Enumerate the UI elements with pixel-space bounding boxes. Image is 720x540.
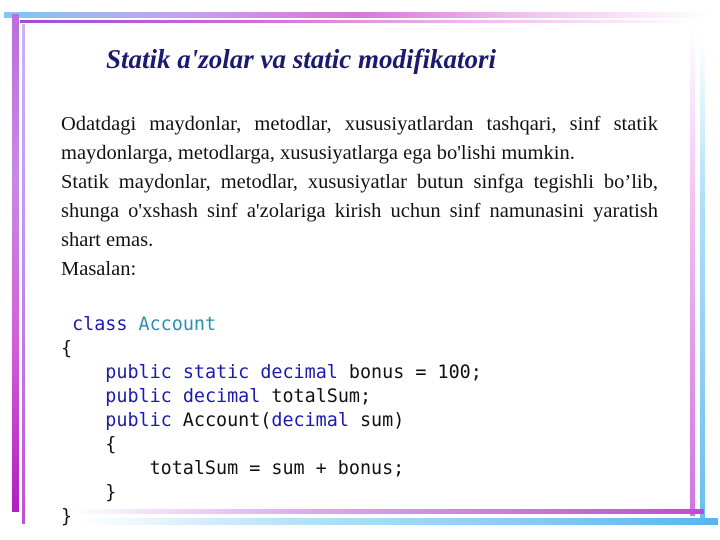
code-line: { [61,434,117,455]
paragraph: Statik maydonlar, metodlar, xususiyatlar butun sinfga tegishli bo’lib, shunga o'xshash sinf a'zolariga kirish uchun sinf namunasini yaratish shart emas. [61,171,658,251]
code-line: totalSum = sum + bonus; [61,458,405,479]
code-keyword: class [72,314,128,335]
code-line [61,313,482,337]
decorative-frame-bar [20,20,700,23]
paragraph: Odatdagi maydonlar, metodlar, xususiyatlardan tashqari, sinf statik maydonlarga, metodlarga, xususiyatlarga ega bo'lishi mumkin. [61,113,658,164]
code-keyword: public [105,362,172,383]
decorative-frame-bar [12,14,19,512]
slide-body [61,110,658,284]
code-keyword: decimal [260,362,338,383]
code-line: { [61,338,73,359]
code-keyword: decimal [182,386,261,407]
code-keyword: public [105,410,172,431]
decorative-frame-bar [700,40,705,520]
code-block [61,313,482,529]
code-line: public static decimal bonus = 100; [105,362,482,383]
code-line: } [61,506,73,527]
decorative-frame-bar [4,12,710,18]
slide-title: Statik a'zolar va static modifikatori [106,44,497,74]
decorative-frame-bar [22,24,25,524]
paragraph: Masalan: [61,258,137,280]
code-keyword: static [182,362,250,383]
code-line: public Account(decimal sum) [105,410,405,431]
code-line: public decimal totalSum; [105,386,372,407]
code-line: } [61,482,117,503]
code-type-name: Account [138,314,217,335]
code-keyword: decimal [271,410,349,431]
code-keyword: public [105,386,172,407]
decorative-frame-bar [690,26,695,516]
